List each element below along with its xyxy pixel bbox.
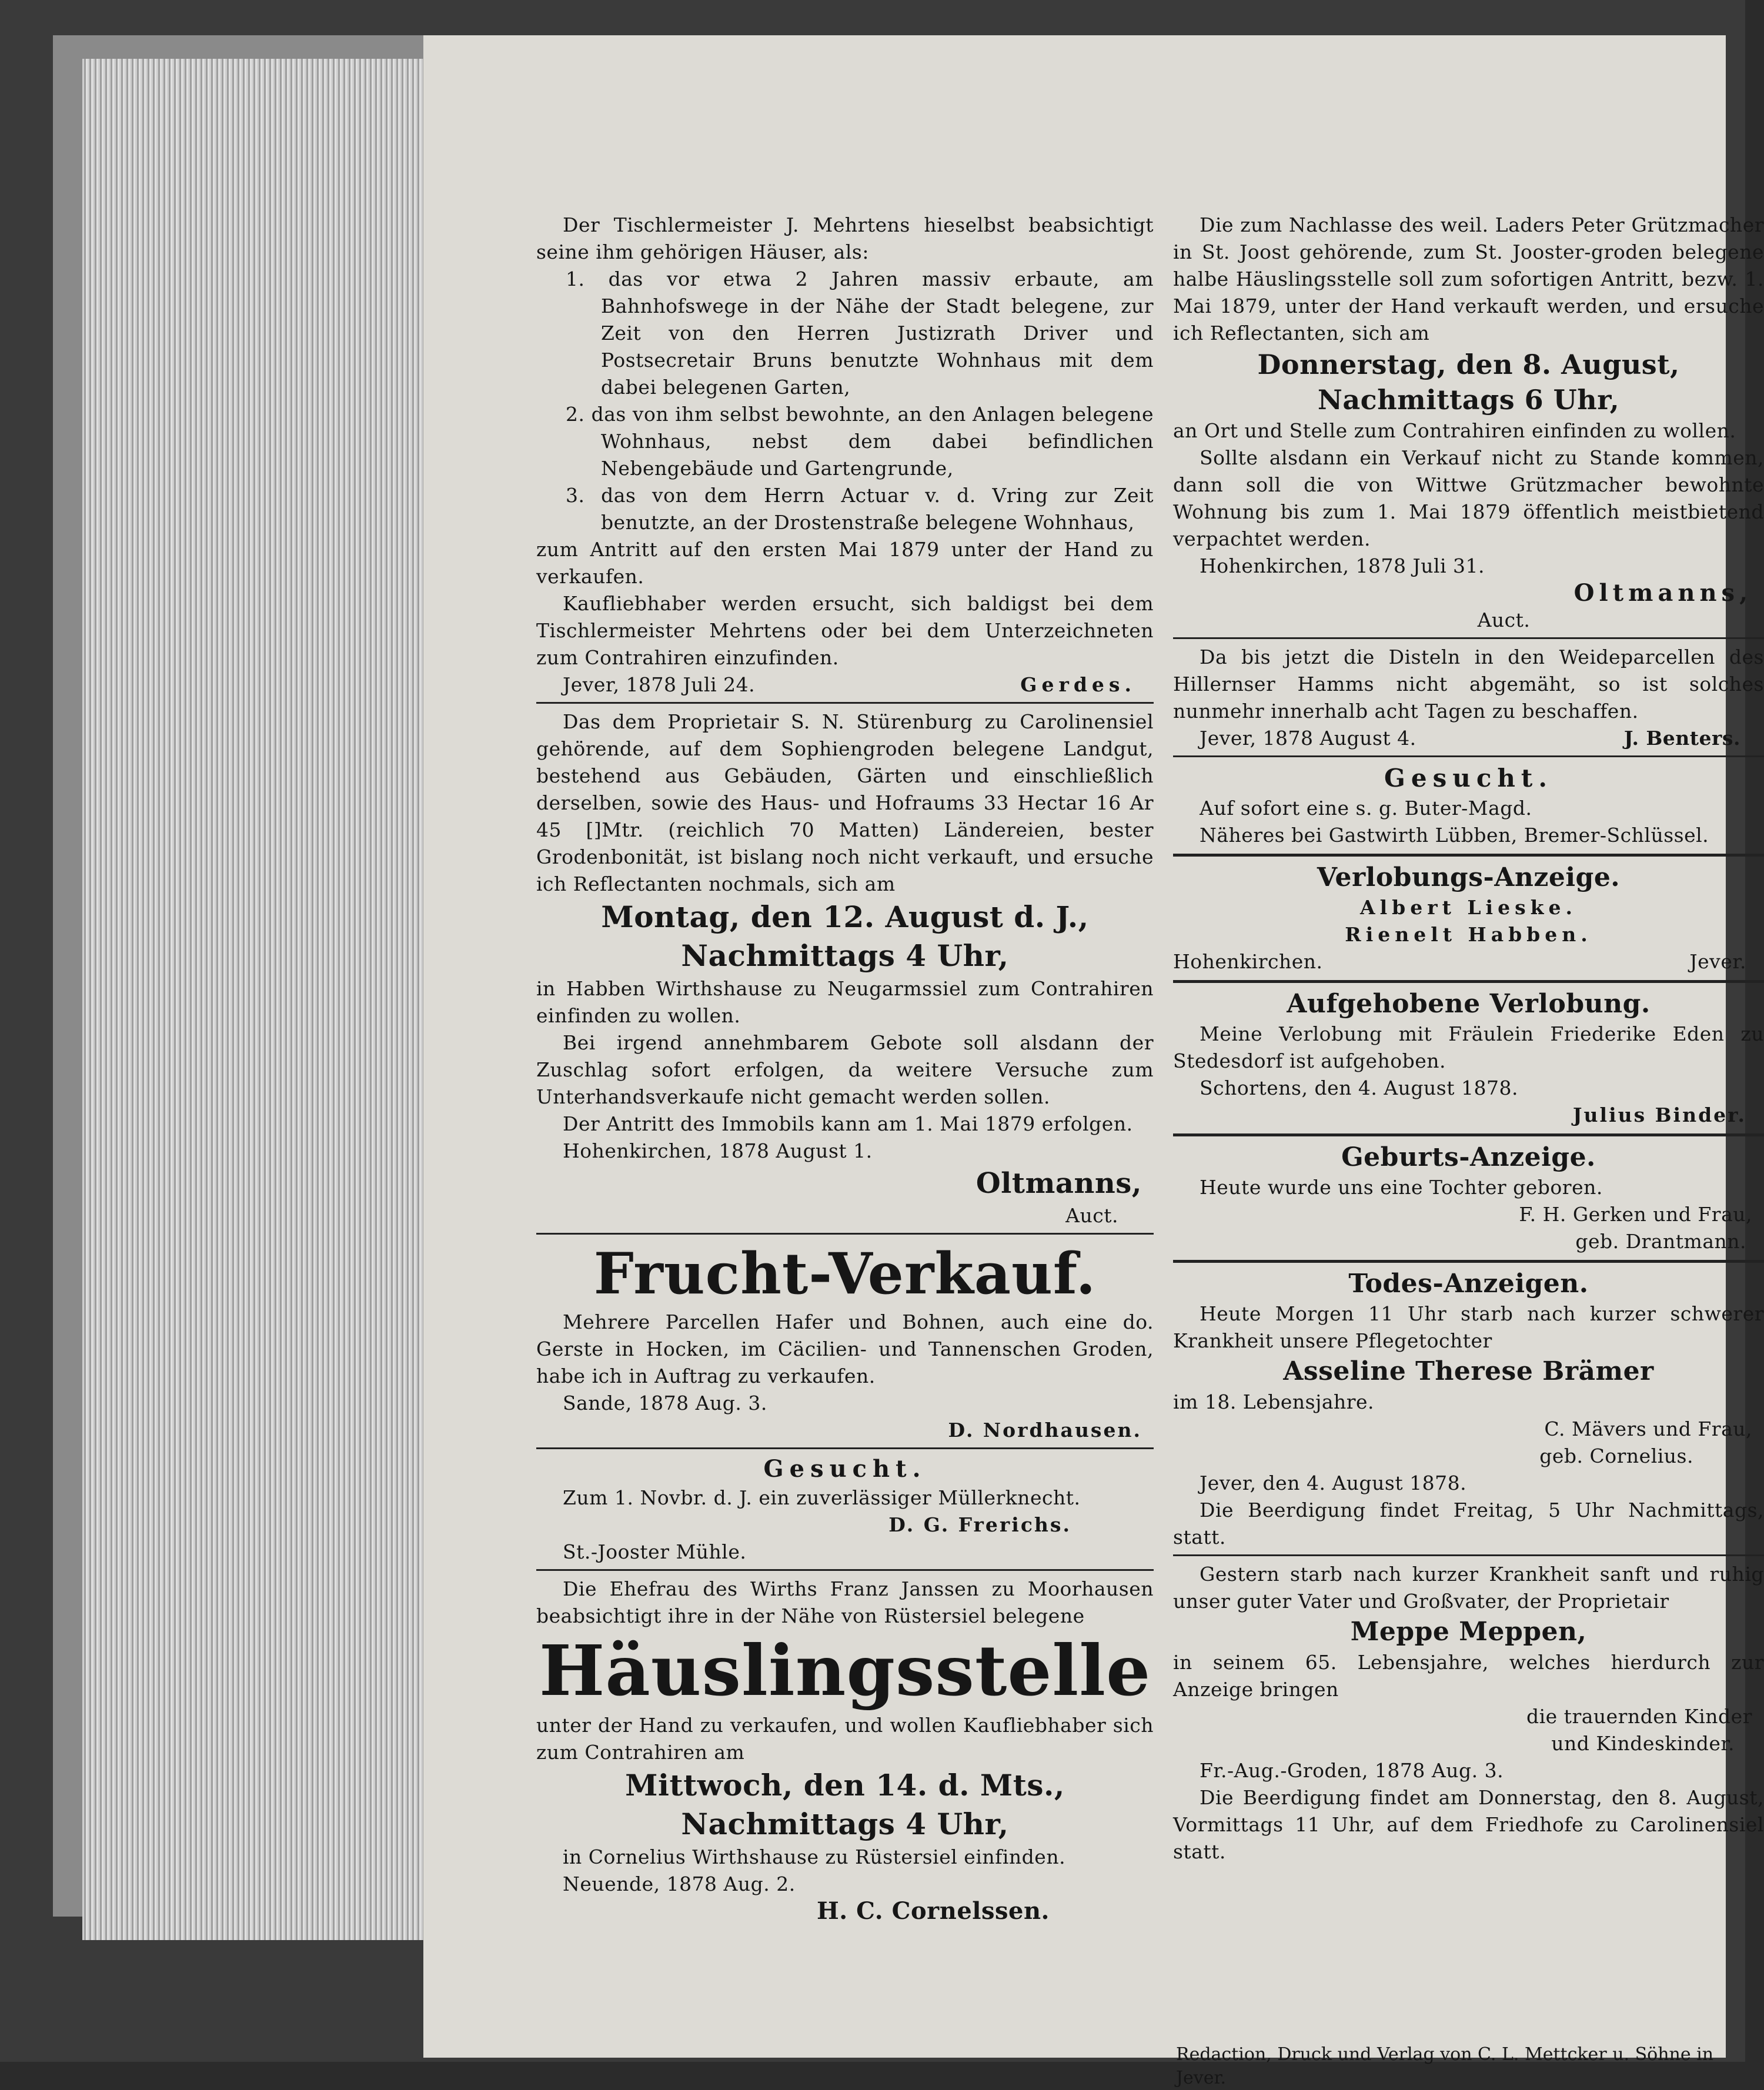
divider	[1173, 755, 1764, 757]
ad-tod-signature-1: C. Mävers und Frau,	[1544, 1417, 1752, 1440]
ad-geburt-name-2: geb. Drantmann.	[1575, 1230, 1746, 1253]
ad-aufgehoben-title: Aufgehobene Verlobung.	[1287, 989, 1651, 1019]
ad-magd-text-2: Näheres bei Gastwirth Lübben, Bremer-Schlüssel.	[1200, 824, 1709, 847]
divider	[1173, 1133, 1764, 1136]
divider	[536, 1447, 1154, 1449]
ad-meppen-text-2: in seinem 65. Lebensjahre, welches hierdurch zur Anzeige bringen	[1173, 1651, 1764, 1701]
imprint: Redaction, Druck und Verlag von C. L. Mettcker u. Söhne in Jever.	[1176, 2044, 1714, 2088]
ad-aufgehoben-text: Meine Verlobung mit Fräulein Friederike Eden zu Stedesdorf ist aufgehoben.	[1173, 1022, 1764, 1072]
ad-frucht-signature: D. Nordhausen.	[948, 1419, 1142, 1442]
ad-tod-text: Heute Morgen 11 Uhr starb nach kurzer schwerer Krankheit unsere Pflegetochter	[1173, 1302, 1764, 1352]
ad-janssen-date: Mittwoch, den 14. d. Mts.,	[625, 1768, 1065, 1803]
ad-stuerenburg-signature: Oltmanns,	[975, 1167, 1142, 1200]
ad-geburt-title: Geburts-Anzeige.	[1341, 1142, 1596, 1172]
ad-janssen-text-2: unter der Hand zu verkaufen, und wollen Kaufliebhaber sich zum Contrahiren am	[536, 1714, 1154, 1764]
ad-gruetzmacher-time: Nachmittags 6 Uhr,	[1317, 384, 1620, 416]
ad-gruetzmacher-text: Die zum Nachlasse des weil. Laders Peter Grützmacher in St. Joost gehörende, zum St. Jooster-groden belegene halbe Häuslingsstelle soll zum sofortigen Antritt, bezw. 1. Mai 1879, unter der Hand verkauft werden, und ersuche ich Reflectanten, sich am	[1173, 213, 1764, 345]
ad-gruetzmacher-signature: Oltmanns,	[1573, 579, 1752, 607]
ad-disteln-text: Da bis jetzt die Disteln in den Weideparcellen des Hillernser Hamms nicht abgemäht, so ist solches nunmehr innerhalb acht Tagen zu beschaffen.	[1173, 646, 1764, 723]
ad-meppen-text: Gestern starb nach kurzer Krankheit sanft und ruhig unser guter Vater und Großvater, der Proprietair	[1173, 1563, 1764, 1613]
ad-mehrtens-footer	[536, 671, 1154, 698]
ad-janssen-time: Nachmittags 4 Uhr,	[681, 1807, 1009, 1841]
ad-mehrtens-signature: Gerdes.	[1020, 673, 1136, 696]
ad-verlobung-name-2: Rienelt Habben.	[1345, 923, 1592, 946]
ad-janssen-title: Häuslingsstelle	[539, 1630, 1151, 1711]
ad-gesucht-place: St.-Jooster Mühle.	[563, 1540, 747, 1563]
ad-meppen-place: Fr.-Aug.-Groden, 1878 Aug. 3.	[1200, 1759, 1504, 1782]
ad-mehrtens-text: Kaufliebhaber werden ersucht, sich baldigst bei dem Tischlermeister Mehrtens oder bei dem Unterzeichneten zum Contrahiren einzufinden.	[536, 592, 1154, 669]
page-edges	[82, 59, 423, 1940]
ad-tod-funeral: Die Beerdigung findet Freitag, 5 Uhr Nachmittags, statt.	[1173, 1499, 1764, 1549]
ad-verlobung-places	[1173, 948, 1764, 975]
ad-mehrtens-place: Jever, 1878 Juli 24.	[563, 673, 756, 696]
ad-mehrtens-item-1: 1. das vor etwa 2 Jahren massiv erbaute, am Bahnhofswege in der Nähe der Stadt belegene, zur Zeit von den Herren Justizrath Driver und Postsecretair Bruns benutzte Wohnhaus mit dem dabei belegenen Garten,	[566, 267, 1154, 399]
ad-gruetzmacher-place-text: an Ort und Stelle zum Contrahiren einfinden zu wollen.	[1173, 419, 1736, 442]
ad-gesucht-name: D. G. Frerichs.	[888, 1513, 1071, 1536]
ad-meppen-name: Meppe Meppen,	[1350, 1617, 1587, 1647]
ad-meppen-funeral: Die Beerdigung findet am Donnerstag, den 8. August, Vormittags 11 Uhr, auf dem Friedhofe zu Carolinensiel statt.	[1173, 1786, 1764, 1863]
ad-meppen-signature-2: und Kindeskinder.	[1551, 1732, 1735, 1755]
ad-janssen-place-text: in Cornelius Wirthshause zu Rüstersiel einfinden.	[563, 1845, 1066, 1868]
ad-stuerenburg-date: Montag, den 12. August d. J.,	[601, 899, 1089, 934]
divider	[1173, 854, 1764, 857]
left-column	[536, 212, 1154, 1925]
ad-gesucht-text: Zum 1. Novbr. d. J. ein zuverlässiger Müllerknecht.	[563, 1486, 1081, 1509]
divider	[536, 702, 1154, 704]
ad-verlobung-name-1: Albert Lieske.	[1360, 896, 1577, 919]
ad-disteln-signature: J. Benters.	[1623, 727, 1740, 750]
ad-stuerenburg-time: Nachmittags 4 Uhr,	[681, 938, 1009, 973]
ad-stuerenburg-signature-title: Auct.	[1065, 1204, 1118, 1227]
ad-gruetzmacher-place: Hohenkirchen, 1878 Juli 31.	[1200, 554, 1485, 577]
ad-verlobung-title: Verlobungs-Anzeige.	[1317, 862, 1621, 892]
ad-janssen-place: Neuende, 1878 Aug. 2.	[563, 1872, 796, 1895]
ad-tod-place: Jever, den 4. August 1878.	[1200, 1472, 1467, 1494]
ad-verlobung-place-right: Jever.	[1689, 950, 1746, 973]
ad-mehrtens-item-2: 2. das von ihm selbst bewohnte, an den Anlagen belegene Wohnhaus, nebst dem dabei befindlichen Nebengebäude und Gartengrunde,	[566, 403, 1154, 480]
ad-mehrtens-item-3b: zum Antritt auf den ersten Mai 1879 unter der Hand zu verkaufen.	[536, 538, 1154, 588]
ad-stuerenburg-conditions: Bei irgend annehmbarem Gebote soll alsdann der Zuschlag sofort erfolgen, da weitere Versuche zum Unterhandsverkaufe nicht gemacht werden sollen.	[536, 1031, 1154, 1108]
right-column	[1173, 212, 1764, 1865]
divider	[1173, 980, 1764, 983]
divider	[536, 1569, 1154, 1571]
ad-aufgehoben-place: Schortens, den 4. August 1878.	[1200, 1076, 1518, 1099]
newspaper-page	[423, 35, 1764, 2088]
ad-geburt-text: Heute wurde uns eine Tochter geboren.	[1200, 1176, 1603, 1199]
ad-magd-text: Auf sofort eine s. g. Buter-Magd.	[1200, 797, 1532, 820]
ad-stuerenburg-place: Hohenkirchen, 1878 August 1.	[563, 1139, 873, 1162]
divider	[1173, 1554, 1764, 1556]
ad-mehrtens-item-3: 3. das von dem Herrn Actuar v. d. Vring zur Zeit benutzte, an der Drostenstraße belegene Wohnhaus,	[566, 484, 1154, 534]
ad-stuerenburg-start: Der Antritt des Immobils kann am 1. Mai 1879 erfolgen.	[563, 1112, 1133, 1135]
ad-disteln-footer	[1173, 725, 1764, 752]
ad-tod-age: im 18. Lebensjahre.	[1173, 1390, 1375, 1413]
divider	[536, 1233, 1154, 1235]
ad-geburt-name-1: F. H. Gerken und Frau,	[1519, 1203, 1752, 1226]
ad-tod-signature-2: geb. Cornelius.	[1539, 1444, 1693, 1467]
ad-frucht-text: Mehrere Parcellen Hafer und Bohnen, auch eine do. Gerste in Hocken, im Cäcilien- und Tannenschen Groden, habe ich in Auftrag zu verkaufen.	[536, 1310, 1154, 1387]
ad-gruetzmacher-signature-title: Auct.	[1477, 608, 1531, 631]
ad-gruetzmacher-date: Donnerstag, den 8. August,	[1257, 349, 1680, 380]
ad-janssen-signature: H. C. Cornelssen.	[817, 1897, 1050, 1925]
ad-janssen-text: Die Ehefrau des Wirths Franz Janssen zu Moorhausen beabsichtigt ihre in der Nähe von Rüstersiel belegene	[536, 1577, 1154, 1627]
ad-frucht-title: Frucht-Verkauf.	[593, 1240, 1097, 1307]
ad-aufgehoben-signature: Julius Binder.	[1572, 1103, 1746, 1126]
ad-meppen-signature-1: die trauernden Kinder	[1526, 1705, 1752, 1728]
ad-verlobung-place-left: Hohenkirchen.	[1173, 950, 1323, 973]
divider	[1173, 1260, 1764, 1263]
ad-disteln-place: Jever, 1878 August 4.	[1200, 727, 1416, 750]
ad-gesucht-title: Gesucht.	[763, 1455, 927, 1483]
ad-tod-name: Asseline Therese Brämer	[1283, 1356, 1654, 1386]
ad-mehrtens-intro: Der Tischlermeister J. Mehrtens hieselbst beabsichtigt seine ihm gehörigen Häuser, als:	[536, 213, 1154, 263]
ad-stuerenburg-text: Das dem Proprietair S. N. Stürenburg zu Carolinensiel gehörende, auf dem Sophiengroden belegene Landgut, bestehend aus Gebäuden, Gärten und einschließlich derselben, sowie des Haus- und Hofraums 33 Hectar 16 Ar 45 []Mtr. (reichlich 70 Matten) Ländereien, bester Grodenbonität, ist bislang noch nicht verkauft, und ersuche ich Reflectanten nochmals, sich am	[536, 710, 1154, 895]
ad-magd-title: Gesucht.	[1384, 764, 1553, 792]
ad-gruetzmacher-conditions: Sollte alsdann ein Verkauf nicht zu Stande kommen, dann soll die von Wittwe Grützmacher bewohnte Wohnung bis zum 1. Mai 1879 öffentlich meistbietend verpachtet werden.	[1173, 446, 1764, 550]
ad-stuerenburg-place-text: in Habben Wirthshause zu Neugarmssiel zum Contrahiren einfinden zu wollen.	[536, 977, 1154, 1027]
ad-tod-title: Todes-Anzeigen.	[1348, 1269, 1589, 1299]
divider	[1173, 637, 1764, 639]
ad-frucht-place: Sande, 1878 Aug. 3.	[563, 1392, 767, 1414]
